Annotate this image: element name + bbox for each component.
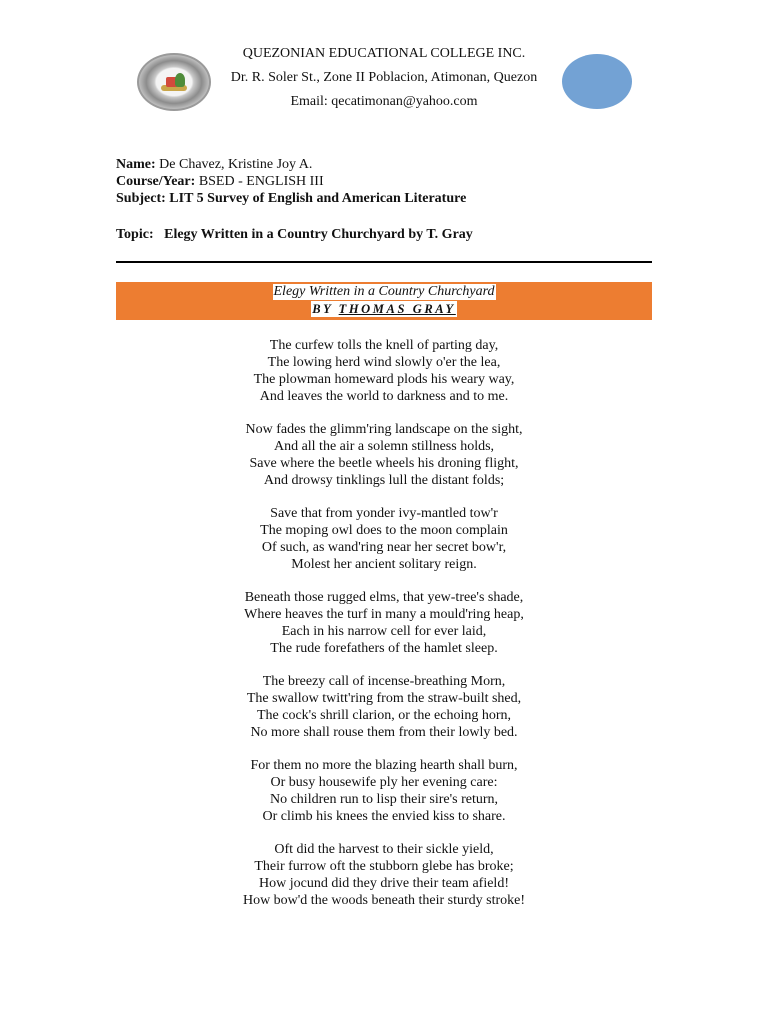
subject-row <box>116 190 466 207</box>
poem-line: The lowing herd wind slowly o'er the lea, <box>267 355 501 370</box>
author-name: THOMAS GRAY <box>338 302 456 316</box>
letterhead <box>0 42 768 114</box>
poem-line: The curfew tolls the knell of parting day, <box>269 338 499 353</box>
poem-line: Oft did the harvest to their sickle yield, <box>274 842 494 857</box>
poem-line: And all the air a solemn stillness holds, <box>273 439 495 454</box>
poem-body <box>0 337 768 925</box>
name-label: Name: <box>116 157 156 172</box>
subject-value: LIT 5 Survey of English and American Literature <box>165 191 467 206</box>
poem-line: Beneath those rugged elms, that yew-tree's shade, <box>244 590 524 605</box>
poem-line: The breezy call of incense-breathing Morn, <box>262 674 506 689</box>
school-address: Dr. R. Soler St., Zone II Poblacion, Atimonan, Quezon <box>230 70 538 85</box>
byline <box>311 301 457 317</box>
blue-circle-shape <box>562 54 632 109</box>
poem-line: The swallow twitt'ring from the straw-built shed, <box>246 691 522 706</box>
poem-line: Their furrow oft the stubborn glebe has broke; <box>254 859 514 874</box>
poem-line: And leaves the world to darkness and to me. <box>259 389 509 404</box>
poem-line: Each in his narrow cell for ever laid, <box>281 624 487 639</box>
name-row <box>116 156 466 173</box>
poem-line: Of such, as wand'ring near her secret bow'r, <box>261 540 507 555</box>
poem-line: No more shall rouse them from their lowly bed. <box>250 725 518 740</box>
poem-line: Now fades the glimm'ring landscape on the sight, <box>245 422 523 437</box>
school-email: Email: qecatimonan@yahoo.com <box>290 94 478 109</box>
stanza <box>0 589 768 657</box>
poem-line: Save where the beetle wheels his droning flight, <box>249 456 519 471</box>
stanza <box>0 421 768 489</box>
poem-line: The moping owl does to the moon complain <box>260 523 508 538</box>
subject-label: Subject: <box>116 191 166 206</box>
poem-line: Molest her ancient solitary reign. <box>291 557 477 572</box>
poem-line: Where heaves the turf in many a mould'ring heap, <box>244 607 524 622</box>
poem-line: And drowsy tinklings lull the distant folds; <box>263 473 505 488</box>
stanza <box>0 673 768 741</box>
poem-title: Elegy Written in a Country Churchyard <box>273 284 495 299</box>
poem-line: How jocund did they drive their team afield! <box>259 876 509 891</box>
poem-title-banner <box>116 282 652 320</box>
poem-line: Or climb his knees the envied kiss to share. <box>262 809 506 824</box>
poem-line: How bow'd the woods beneath their sturdy stroke! <box>242 893 526 908</box>
stanza <box>0 337 768 405</box>
byline-by: BY <box>312 302 339 316</box>
name-value: De Chavez, Kristine Joy A. <box>155 157 313 172</box>
poem-line: The cock's shrill clarion, or the echoing horn, <box>256 708 512 723</box>
stanza <box>0 757 768 825</box>
course-label: Course/Year: <box>116 174 196 189</box>
stanza <box>0 505 768 573</box>
topic-line: Topic: Elegy Written in a Country Churchyard by T. Gray <box>116 227 473 242</box>
course-value: BSED - ENGLISH III <box>195 174 324 189</box>
course-row <box>116 173 466 190</box>
poem-line: Or busy housewife ply her evening care: <box>270 775 498 790</box>
horizontal-rule <box>116 261 652 263</box>
poem-line: The plowman homeward plods his weary way, <box>253 372 515 387</box>
student-info <box>116 156 466 207</box>
poem-line: Save that from yonder ivy-mantled tow'r <box>270 506 498 521</box>
stanza <box>0 841 768 909</box>
poem-line: For them no more the blazing hearth shall burn, <box>250 758 518 773</box>
poem-line: No children run to lisp their sire's return, <box>269 792 499 807</box>
school-name: QUEZONIAN EDUCATIONAL COLLEGE INC. <box>242 46 526 61</box>
poem-line: The rude forefathers of the hamlet sleep. <box>270 641 498 656</box>
